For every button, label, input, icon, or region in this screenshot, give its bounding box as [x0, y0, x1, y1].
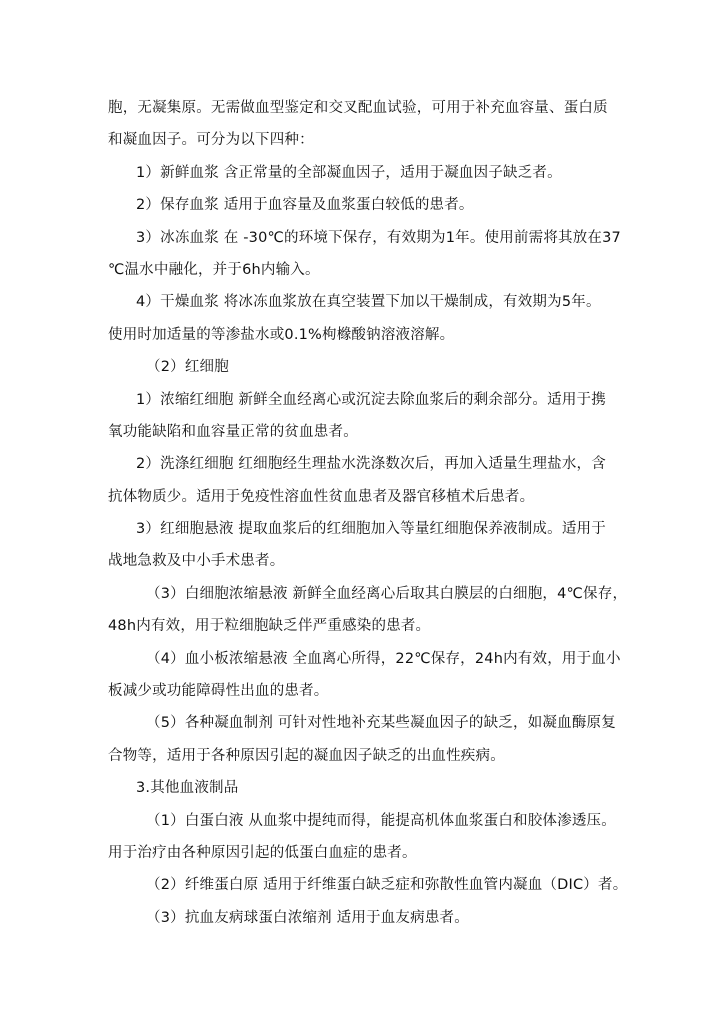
text-line: 3）红细胞悬液 提取血浆后的红细胞加入等量红细胞保养液制成。适用于 — [136, 521, 606, 538]
text-line: 合物等，适用于各种原因引起的凝血因子缺乏的出血性疾病。 — [108, 747, 505, 764]
section-heading: 3.其他血液制品 — [136, 780, 239, 797]
text-line: （3）抗血友病球蛋白浓缩剂 适用于血友病患者。 — [146, 909, 469, 926]
text-line: ℃温水中融化，并于6h内输入。 — [108, 261, 320, 278]
text-line: （5）各种凝血制剂 可针对性地补充某些凝血因子的缺乏，如凝血酶原复 — [146, 715, 616, 732]
text-line: 1）新鲜血浆 含正常量的全部凝血因子，适用于凝血因子缺乏者。 — [136, 164, 562, 181]
text-line: 2）洗涤红细胞 红细胞经生理盐水洗涤数次后，再加入适量生理盐水，含 — [136, 456, 606, 473]
text-line: （3）白细胞浓缩悬液 新鲜全血经离心后取其白膜层的白细胞，4℃保存， — [146, 585, 628, 602]
text-line: 抗体物质少。适用于免疫性溶血性贫血患者及器官移植术后患者。 — [108, 488, 535, 505]
text-line: 3）冰冻血浆 在 -30℃的环境下保存，有效期为1年。使用前需将其放在37 — [136, 229, 621, 246]
text-line: 用于治疗由各种原因引起的低蛋白血症的患者。 — [108, 844, 417, 861]
text-line: 氧功能缺陷和血容量正常的贫血患者。 — [108, 423, 358, 440]
text-line: （4）血小板浓缩悬液 全血离心所得，22℃保存，24h内有效，用于血小 — [146, 650, 621, 667]
section-heading: （2）红细胞 — [146, 359, 229, 376]
text-line: 48h内有效，用于粒细胞缺乏伴严重感染的患者。 — [108, 618, 431, 635]
text-line: 4）干燥血浆 将冰冻血浆放在真空装置下加以干燥制成，有效期为5年。 — [136, 294, 601, 311]
text-line: 胞，无凝集原。无需做血型鉴定和交叉配血试验，可用于补充血容量、蛋白质 — [108, 100, 608, 116]
text-line: （1）白蛋白液 从血浆中提纯而得，能提高机体血浆蛋白和胶体渗透压。 — [146, 812, 616, 829]
text-line: 和凝血因子。可分为以下四种： — [108, 132, 314, 149]
text-line: （2）纤维蛋白原 适用于纤维蛋白缺乏症和弥散性血管内凝血（DIC）者。 — [146, 877, 628, 894]
document-page — [108, 92, 628, 934]
text-line: 2）保存血浆 适用于血容量及血浆蛋白较低的患者。 — [136, 197, 474, 214]
text-line: 战地急救及中小手术患者。 — [108, 553, 285, 570]
text-line: 板减少或功能障碍性出血的患者。 — [108, 683, 329, 700]
text-line: 使用时加适量的等渗盐水或0.1%枸橼酸钠溶液溶解。 — [108, 326, 455, 343]
text-line: 1）浓缩红细胞 新鲜全血经离心或沉淀去除血浆后的剩余部分。适用于携 — [136, 391, 606, 408]
